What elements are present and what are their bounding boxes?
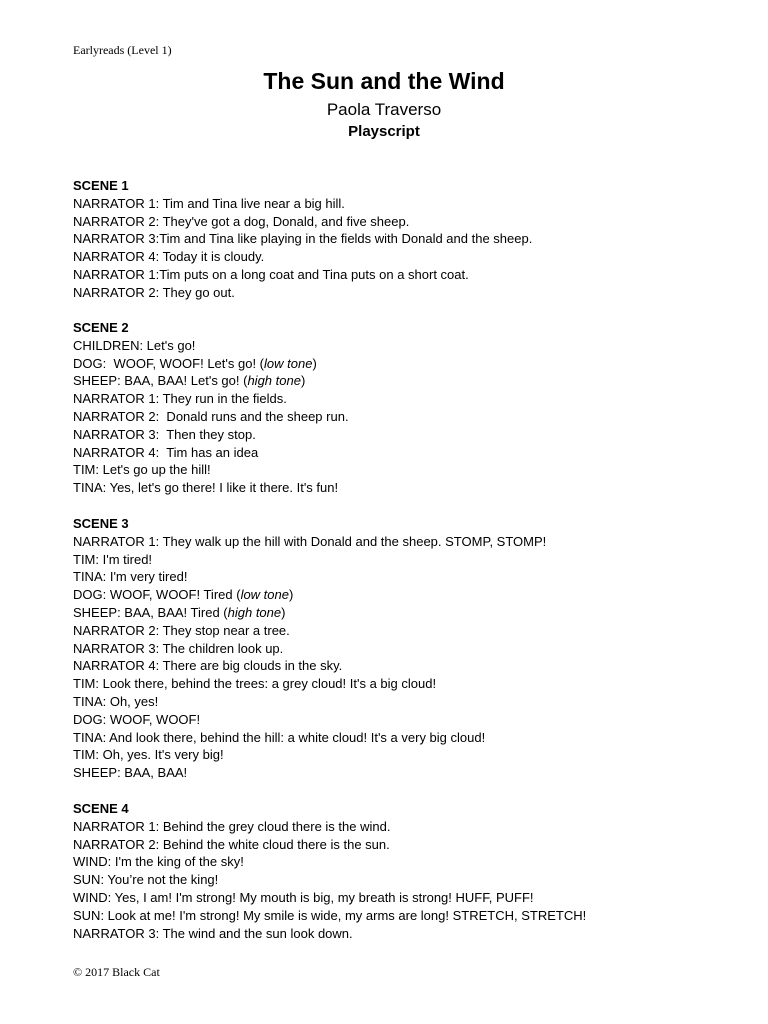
scene-3	[73, 515, 546, 782]
script-line	[73, 444, 349, 462]
script-line	[73, 693, 546, 711]
line-text: SUN: Look at me! I'm strong! My smile is wide, my arms are long! STRETCH, STRETCH!	[73, 907, 587, 923]
line-text: NARRATOR 3: The children look up.	[73, 640, 284, 656]
line-text: NARRATOR 1: Behind the grey cloud there is the wind.	[73, 818, 391, 834]
script-line	[73, 657, 546, 675]
line-text: TINA: Yes, let's go there! I like it there. It's fun!	[73, 480, 339, 496]
stage-direction: low tone	[264, 355, 313, 371]
script-line	[73, 729, 546, 747]
line-text: TIM: Let's go up the hill!	[73, 462, 211, 478]
scene-4	[73, 800, 586, 942]
line-text: NARRATOR 2: They stop near a tree.	[73, 622, 290, 638]
script-line	[73, 568, 546, 586]
script-line	[73, 533, 546, 551]
scene-1	[73, 177, 532, 302]
scene-heading: SCENE 2	[73, 320, 129, 335]
line-text: NARRATOR 4: Today it is cloudy.	[73, 249, 265, 265]
script-line	[73, 853, 586, 871]
script-line	[73, 266, 532, 284]
script-line	[73, 604, 546, 622]
line-text: NARRATOR 3: Then they stop.	[73, 426, 256, 442]
script-line	[73, 640, 546, 658]
script-line	[73, 675, 546, 693]
stage-direction: high tone	[247, 373, 301, 389]
line-text: DOG: WOOF, WOOF! Tired (	[73, 587, 241, 603]
line-text: SHEEP: BAA, BAA! Let's go! (	[73, 373, 248, 389]
script-line	[73, 925, 586, 943]
line-text: NARRATOR 2: They go out.	[73, 284, 235, 300]
line-text: NARRATOR 4: There are big clouds in the sky.	[73, 658, 343, 674]
script-line	[73, 213, 532, 231]
script-line	[73, 764, 546, 782]
stage-direction: high tone	[227, 604, 282, 620]
line-text: NARRATOR 2: Donald runs and the sheep run.	[73, 408, 349, 424]
scene-heading: SCENE 1	[73, 178, 129, 193]
copyright-footer: © 2017 Black Cat	[73, 965, 160, 979]
script-line	[73, 907, 586, 925]
line-text: TIM: Look there, behind the trees: a grey cloud! It's a big cloud!	[73, 676, 437, 692]
line-text: WIND: Yes, I am! I'm strong! My mouth is big, my breath is strong! HUFF, PUFF!	[73, 889, 534, 905]
script-line	[73, 284, 532, 302]
line-text: SHEEP: BAA, BAA! Tired (	[73, 604, 228, 620]
script-line	[73, 746, 546, 764]
line-text: NARRATOR 3: The wind and the sun look down.	[73, 925, 353, 941]
line-text: NARRATOR 2: They've got a dog, Donald, and five sheep.	[73, 213, 410, 229]
script-line	[73, 248, 532, 266]
script-line	[73, 408, 349, 426]
line-text: TIM: I'm tired!	[73, 551, 153, 567]
line-text: TINA: Oh, yes!	[73, 693, 159, 709]
line-text-end: )	[300, 373, 306, 389]
line-text: DOG: WOOF, WOOF! Let's go! (	[73, 355, 265, 371]
scene-2	[73, 319, 349, 497]
line-text: NARRATOR 4: Tim has an idea	[73, 444, 259, 460]
line-text: TINA: And look there, behind the hill: a white cloud! It's a very big cloud!	[73, 729, 486, 745]
script-line	[73, 337, 349, 355]
script-line	[73, 871, 586, 889]
line-text-end: )	[281, 604, 286, 620]
line-text: DOG: WOOF, WOOF!	[73, 711, 201, 727]
script-line	[73, 889, 586, 907]
line-text-end: )	[288, 587, 294, 603]
script-line	[73, 426, 349, 444]
script-line	[73, 372, 349, 390]
line-text: NARRATOR 1:Tim puts on a long coat and Tina puts on a short coat.	[73, 266, 469, 282]
script-line	[73, 818, 586, 836]
line-text-end: )	[312, 355, 317, 371]
scene-heading: SCENE 4	[73, 801, 129, 816]
script-line	[73, 836, 586, 854]
stage-direction: low tone	[240, 587, 289, 603]
line-text: TINA: I'm very tired!	[73, 569, 188, 585]
scene-heading: SCENE 3	[73, 516, 129, 531]
script-line	[73, 551, 546, 569]
line-text: WIND: I'm the king of the sky!	[73, 854, 244, 870]
script-line	[73, 711, 546, 729]
line-text: NARRATOR 3:Tim and Tina like playing in the fields with Donald and the sheep.	[73, 231, 533, 247]
script-line	[73, 195, 532, 213]
line-text: TIM: Oh, yes. It's very big!	[73, 747, 224, 763]
line-text: NARRATOR 1: They walk up the hill with Donald and the sheep. STOMP, STOMP!	[73, 533, 547, 549]
line-text: NARRATOR 1: Tim and Tina live near a big hill.	[73, 195, 345, 211]
series-label: Earlyreads (Level 1)	[73, 43, 172, 57]
line-text: SUN: You’re not the king!	[73, 872, 219, 888]
script-line	[73, 622, 546, 640]
document-type-label: Playscript	[348, 123, 420, 140]
line-text: SHEEP: BAA, BAA!	[73, 765, 188, 781]
line-text: CHILDREN: Let's go!	[73, 337, 196, 353]
author-name: Paola Traverso	[326, 100, 442, 119]
script-line	[73, 479, 349, 497]
script-line	[73, 586, 546, 604]
line-text: NARRATOR 2: Behind the white cloud there is the sun.	[73, 836, 390, 852]
script-line	[73, 230, 532, 248]
script-line	[73, 390, 349, 408]
script-line	[73, 355, 349, 373]
line-text: NARRATOR 1: They run in the fields.	[73, 391, 287, 407]
page-title: The Sun and the Wind	[263, 68, 505, 94]
script-line	[73, 461, 349, 479]
